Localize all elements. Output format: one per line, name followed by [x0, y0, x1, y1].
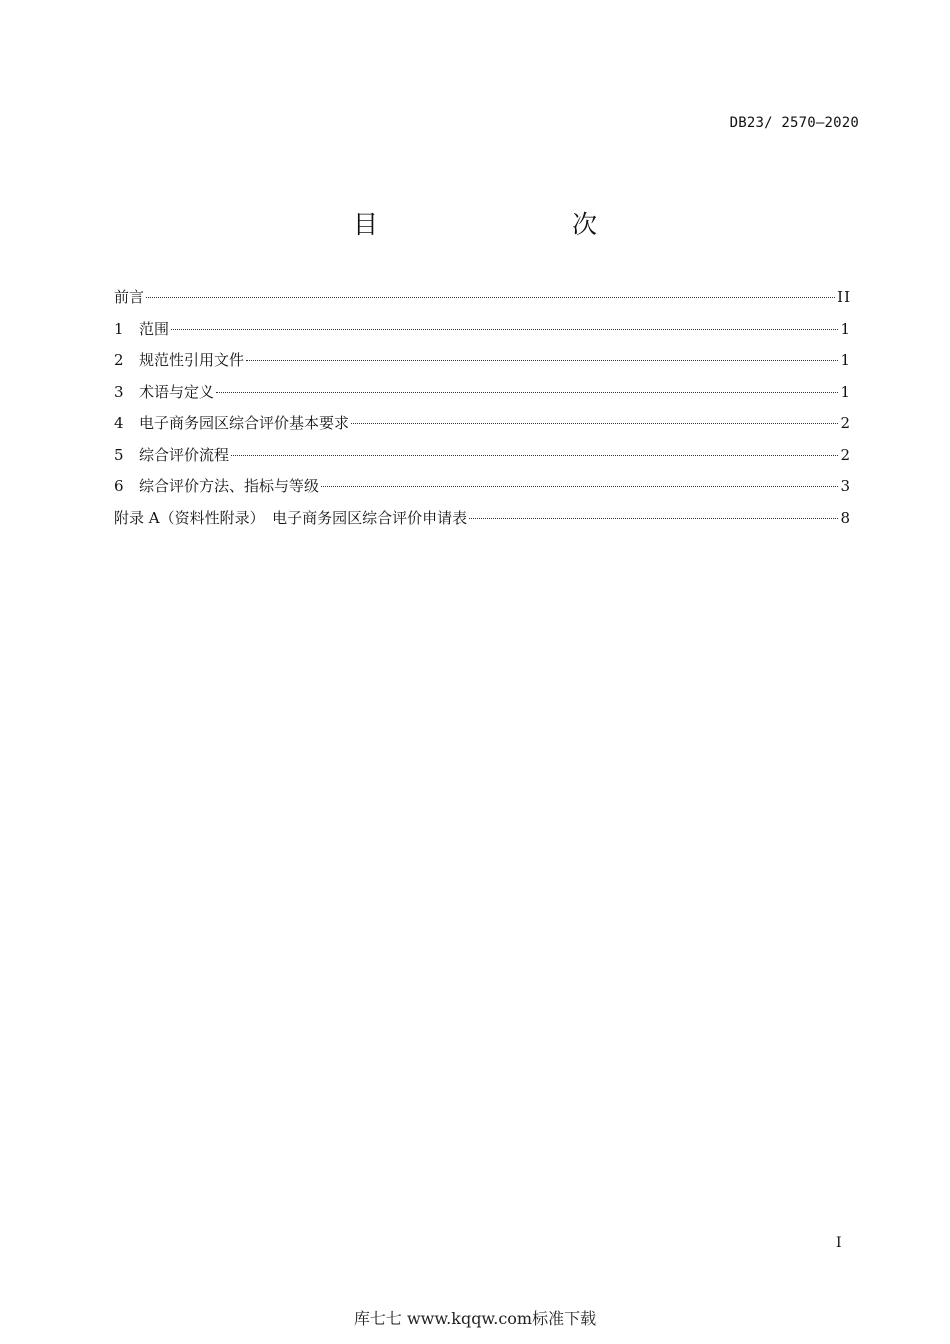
toc-entry-text: 附录 A（资料性附录） 电子商务园区综合评价申请表	[114, 508, 468, 527]
table-of-contents	[114, 286, 851, 538]
toc-leader-dots	[246, 360, 838, 361]
toc-entry-2[interactable]	[114, 349, 851, 381]
toc-leader-dots	[231, 455, 838, 456]
toc-entry-foreword[interactable]	[114, 286, 851, 318]
toc-entry-number: 2	[114, 351, 124, 369]
toc-entry-text: 综合评价流程	[139, 445, 230, 464]
toc-entry-number: 3	[114, 382, 124, 401]
toc-leader-dots	[171, 329, 838, 330]
toc-entry-number: 4	[114, 414, 124, 432]
toc-entry-text: 术语与定义	[139, 382, 215, 401]
toc-entry-4[interactable]	[114, 412, 851, 444]
toc-entry-page: 2	[840, 445, 851, 464]
toc-entry-page: 1	[840, 319, 851, 338]
toc-entry-text: 范围	[139, 319, 170, 338]
toc-entry-page: 1	[840, 351, 851, 369]
toc-entry-1[interactable]	[114, 318, 851, 350]
toc-entry-6[interactable]	[114, 475, 851, 507]
toc-entry-page: II	[837, 288, 851, 306]
toc-entry-text: 前言	[114, 288, 145, 306]
toc-leader-dots	[216, 392, 838, 393]
toc-leader-dots	[469, 518, 838, 519]
toc-entry-number: 6	[114, 477, 124, 495]
toc-entry-text: 规范性引用文件	[139, 351, 245, 369]
toc-entry-page: 2	[840, 414, 851, 432]
page-title: 目 次	[352, 210, 645, 239]
toc-entry-page: 1	[840, 382, 851, 401]
footer-watermark: 库七七 www.kqqw.com标准下载	[353, 1309, 597, 1328]
toc-leader-dots	[146, 297, 835, 298]
toc-entry-page: 3	[840, 477, 851, 495]
toc-entry-number: 1	[114, 319, 124, 338]
toc-entry-page: 8	[840, 508, 851, 527]
standard-code: DB23/ 2570—2020	[729, 115, 859, 131]
toc-leader-dots	[351, 423, 838, 424]
toc-leader-dots	[321, 486, 838, 487]
toc-entry-text: 综合评价方法、指标与等级	[139, 477, 320, 495]
toc-entry-appendix-a[interactable]	[114, 507, 851, 539]
toc-entry-5[interactable]	[114, 444, 851, 476]
page-number: I	[836, 1235, 842, 1251]
toc-entry-text: 电子商务园区综合评价基本要求	[139, 414, 350, 432]
toc-entry-number: 5	[114, 445, 124, 464]
toc-entry-3[interactable]	[114, 381, 851, 413]
